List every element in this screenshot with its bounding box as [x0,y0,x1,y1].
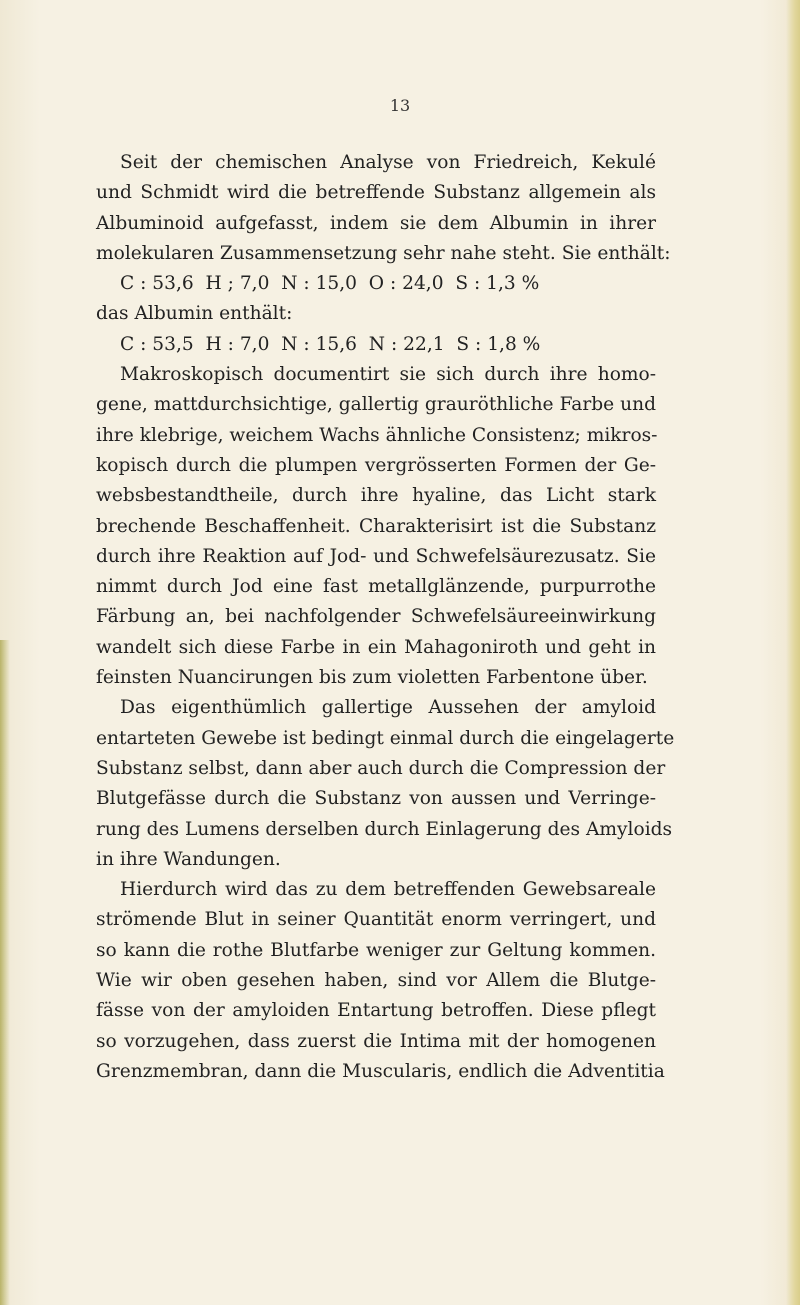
text-line: ihre klebrige, weichem Wachs ähnliche Consistenz; mikros- [96,424,658,446]
text-line: Grenzmembran, dann die Muscularis, endlich die Adventitia [96,1060,665,1082]
text-line: kopisch durch die plumpen vergrösserten Formen der Ge- [96,454,656,476]
text-line: Albuminoid aufgefasst, indem sie dem Albumin in ihrer [96,212,656,234]
text-line: fässe von der amyloiden Entartung betroffen. Diese pflegt [96,1000,656,1022]
text-line: strömende Blut in seiner Quantität enorm verringert, und [96,909,656,931]
body-text [96,148,675,1087]
text-line: Substanz selbst, dann aber auch durch die Compression der [96,757,666,779]
text-line: und Schmidt wird die betreffende Substanz allgemein als [96,182,656,204]
page-edge-left [0,640,10,1305]
text-line: Wie wir oben gesehen haben, sind vor Allem die Blutge- [96,970,656,992]
text-line: nimmt durch Jod eine fast metallglänzende, purpurrothe [96,576,656,598]
text-line: Blutgefässe durch die Substanz von aussen und Verringe- [96,788,656,810]
text-line: wandelt sich diese Farbe in ein Mahagoniroth und geht in [96,636,656,658]
text-line: molekularen Zusammensetzung sehr nahe steht. Sie enthält: [96,242,671,264]
composition-formula: C : 53,5 H : 7,0 N : 15,6 N : 22,1 S : 1,8 % [120,333,541,355]
text-line: Seit der chemischen Analyse von Friedreich, Kekulé [120,152,656,173]
text-line: websbestandtheile, durch ihre hyaline, das Licht stark [96,485,656,507]
text-line: brechende Beschaffenheit. Charakterisirt ist die Substanz [96,515,656,537]
text-line: rung des Lumens derselben durch Einlagerung des Amyloids [96,818,673,840]
text-line: Makroskopisch documentirt sie sich durch ihre homo- [120,364,656,386]
text-line: gene, mattdurchsichtige, gallertig grauröthliche Farbe und [96,394,656,416]
text-line: das Albumin enthält: [96,303,293,325]
text-line: so vorzugehen, dass zuerst die Intima mit der homogenen [96,1030,656,1052]
text-line: so kann die rothe Blutfarbe weniger zur Geltung kommen. [96,939,656,961]
text-line: durch ihre Reaktion auf Jod- und Schwefelsäurezusatz. Sie [96,545,656,567]
text-line: Hierdurch wird das zu dem betreffenden Gewebsareale [120,879,656,901]
text-line: feinsten Nuancirungen bis zum violetten Farbentone über. [96,667,648,689]
text-line: Färbung an, bei nachfolgender Schwefelsäureeinwirkung [96,606,656,628]
text-line: in ihre Wandungen. [96,848,281,870]
page-number: 13 [389,96,411,115]
text-line: Das eigenthümlich gallertige Aussehen der amyloid [120,697,656,719]
text-line: entarteten Gewebe ist bedingt einmal durch die eingelagerte [96,727,675,749]
composition-formula: C : 53,6 H ; 7,0 N : 15,0 O : 24,0 S : 1,3 % [120,273,540,295]
page-edge-right [786,0,800,1305]
